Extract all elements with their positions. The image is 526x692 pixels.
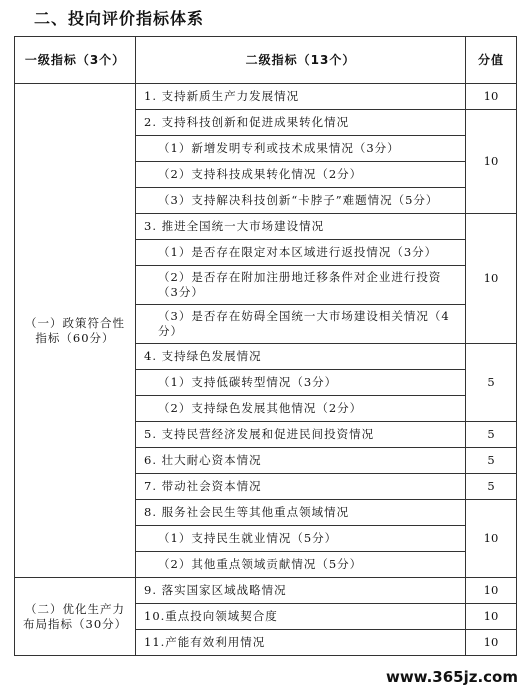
sub-indicator: （3）是否存在妨碍全国统一大市场建设相关情况（4分） (136, 305, 466, 344)
sub-indicator: （1）支持低碳转型情况（3分） (136, 370, 466, 396)
section-heading: 二、投向评价指标体系 (34, 9, 205, 28)
score-cell: 10 (466, 110, 517, 214)
score-cell: 10 (466, 604, 517, 630)
watermark: www.365jz.com (385, 668, 518, 686)
score-cell: 10 (466, 630, 517, 656)
indicator-3: 3. 推进全国统一大市场建设情况 (136, 214, 466, 240)
score-cell: 5 (466, 474, 517, 500)
sub-indicator: （2）支持科技成果转化情况（2分） (136, 162, 466, 188)
score-cell: 5 (466, 448, 517, 474)
score-cell: 5 (466, 422, 517, 448)
sub-indicator: （1）支持民生就业情况（5分） (136, 526, 466, 552)
score-cell: 10 (466, 84, 517, 110)
sub-indicator: （1）是否存在限定对本区域进行返投情况（3分） (136, 240, 466, 266)
header-level1: 一级指标（3个） (15, 37, 136, 84)
indicator-4: 4. 支持绿色发展情况 (136, 344, 466, 370)
sub-indicator: （2）其他重点领域贡献情况（5分） (136, 552, 466, 578)
indicator-6: 6. 壮大耐心资本情况 (136, 448, 466, 474)
header-score: 分值 (466, 37, 517, 84)
score-cell: 5 (466, 344, 517, 422)
indicator-9: 9. 落实国家区域战略情况 (136, 578, 466, 604)
sub-indicator: （2）支持绿色发展其他情况（2分） (136, 396, 466, 422)
group-policy-compliance: （一）政策符合性指标（60分） (15, 84, 136, 578)
score-cell: 10 (466, 578, 517, 604)
indicator-10: 10.重点投向领域契合度 (136, 604, 466, 630)
indicator-2: 2. 支持科技创新和促进成果转化情况 (136, 110, 466, 136)
indicator-table (14, 36, 517, 656)
indicator-1: 1. 支持新质生产力发展情况 (136, 84, 466, 110)
score-cell: 10 (466, 214, 517, 344)
header-row (15, 37, 517, 84)
sub-indicator: （3）支持解决科技创新“卡脖子”难题情况（5分） (136, 188, 466, 214)
table-row (15, 84, 517, 110)
table-row (15, 578, 517, 604)
indicator-8: 8. 服务社会民生等其他重点领域情况 (136, 500, 466, 526)
indicator-5: 5. 支持民营经济发展和促进民间投资情况 (136, 422, 466, 448)
score-cell: 10 (466, 500, 517, 578)
indicator-7: 7. 带动社会资本情况 (136, 474, 466, 500)
sub-indicator: （2）是否存在附加注册地迁移条件对企业进行投资（3分） (136, 266, 466, 305)
sub-indicator: （1）新增发明专利或技术成果情况（3分） (136, 136, 466, 162)
header-level2: 二级指标（13个） (136, 37, 466, 84)
group-productivity-layout: （二）优化生产力布局指标（30分） (15, 578, 136, 656)
indicator-11: 11.产能有效利用情况 (136, 630, 466, 656)
